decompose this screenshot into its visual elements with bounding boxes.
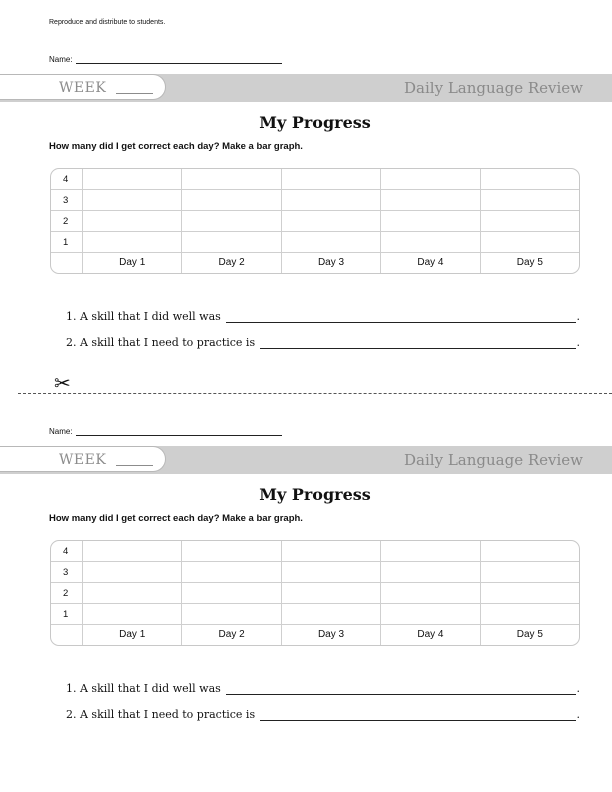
grid-cell[interactable] — [381, 562, 480, 582]
x-label-row — [51, 625, 579, 645]
grid-cell[interactable] — [381, 541, 480, 561]
grid-cell[interactable] — [282, 583, 381, 603]
grid-cell[interactable] — [282, 232, 381, 252]
grid-row-2 — [51, 583, 579, 604]
grid-cell[interactable] — [481, 541, 579, 561]
y-label: 2 — [51, 583, 83, 603]
grid-row-4 — [51, 169, 579, 190]
x-label: Day 3 — [282, 625, 381, 645]
y-label: 4 — [51, 169, 83, 189]
prompt-text: 2. A skill that I need to practice is — [66, 708, 256, 721]
x-label: Day 1 — [83, 253, 182, 273]
name-label: Name: — [49, 427, 73, 436]
week-header-band — [0, 74, 612, 102]
grid-cell[interactable] — [182, 190, 281, 210]
x-label: Day 5 — [516, 629, 543, 640]
grid-cell[interactable] — [381, 211, 480, 231]
grid-row-2 — [51, 211, 579, 232]
prompt-text: 1. A skill that I did well was — [66, 682, 221, 695]
week-tab — [0, 74, 166, 100]
bar-graph-grid — [50, 168, 580, 274]
answer-line[interactable] — [260, 339, 575, 349]
grid-cell[interactable] — [182, 562, 281, 582]
grid-cell[interactable] — [282, 604, 381, 624]
bar-graph-grid — [50, 540, 580, 646]
grid-cell[interactable] — [182, 583, 281, 603]
grid-cell[interactable] — [481, 604, 579, 624]
grid-cell[interactable] — [182, 169, 281, 189]
grid-cell[interactable] — [282, 562, 381, 582]
grid-cell[interactable] — [481, 562, 579, 582]
week-number-line — [116, 465, 153, 466]
grid-cell[interactable] — [83, 211, 182, 231]
grid-cell[interactable] — [282, 169, 381, 189]
week-label: WEEK — [59, 452, 107, 468]
grid-cell[interactable] — [381, 169, 480, 189]
grid-cell[interactable] — [83, 169, 182, 189]
prompt-skill-well[interactable]: 1. A skill that I did well was . — [66, 682, 580, 695]
grid-cell[interactable] — [282, 541, 381, 561]
prompt-skill-well[interactable]: 1. A skill that I did well was . — [66, 310, 580, 323]
y-label: 3 — [51, 190, 83, 210]
scissors-icon: ✂ — [54, 373, 71, 395]
prompt-text: 1. A skill that I did well was — [66, 310, 221, 323]
x-label: Day 1 — [83, 625, 182, 645]
grid-cell[interactable] — [381, 604, 480, 624]
y-label: 1 — [51, 604, 83, 624]
week-label: WEEK — [59, 80, 107, 96]
grid-row-1 — [51, 232, 579, 253]
grid-cell[interactable] — [481, 190, 579, 210]
x-label: Day 4 — [381, 253, 480, 273]
grid-cell[interactable] — [381, 583, 480, 603]
name-label: Name: — [49, 55, 73, 64]
prompt-skill-practice[interactable]: 2. A skill that I need to practice is . — [66, 708, 580, 721]
grid-cell[interactable] — [381, 190, 480, 210]
x-label: Day 5 — [516, 257, 543, 268]
x-label: Day 4 — [381, 625, 480, 645]
name-line — [76, 55, 282, 64]
header-title: Daily Language Review — [404, 451, 583, 469]
answer-line[interactable] — [260, 711, 575, 721]
y-label: 2 — [51, 211, 83, 231]
prompt-skill-practice[interactable]: 2. A skill that I need to practice is . — [66, 336, 580, 349]
grid-cell[interactable] — [182, 604, 281, 624]
y-label-empty — [51, 253, 83, 273]
grid-cell[interactable] — [481, 211, 579, 231]
grid-row-3 — [51, 562, 579, 583]
instruction-text: How many did I get correct each day? Make a bar graph. — [49, 513, 303, 524]
grid-cell[interactable] — [381, 232, 480, 252]
name-field[interactable] — [49, 55, 282, 64]
instruction-text: How many did I get correct each day? Make a bar graph. — [49, 141, 303, 152]
cut-line — [18, 393, 612, 394]
grid-row-1 — [51, 604, 579, 625]
grid-cell[interactable] — [83, 190, 182, 210]
grid-cell[interactable] — [83, 604, 182, 624]
grid-cell[interactable] — [481, 583, 579, 603]
x-label: Day 2 — [182, 253, 281, 273]
grid-cell[interactable] — [282, 211, 381, 231]
grid-row-3 — [51, 190, 579, 211]
y-label-empty — [51, 625, 83, 645]
grid-cell[interactable] — [481, 232, 579, 252]
week-number-line — [116, 93, 153, 94]
grid-cell[interactable] — [182, 541, 281, 561]
grid-cell[interactable] — [83, 562, 182, 582]
x-label: Day 3 — [282, 253, 381, 273]
answer-line[interactable] — [226, 313, 576, 323]
page-title: My Progress — [259, 113, 371, 132]
week-tab — [0, 446, 166, 472]
grid-cell[interactable] — [83, 583, 182, 603]
y-label: 1 — [51, 232, 83, 252]
grid-cell[interactable] — [282, 190, 381, 210]
name-line — [76, 427, 282, 436]
prompt-text: 2. A skill that I need to practice is — [66, 336, 256, 349]
answer-line[interactable] — [226, 685, 576, 695]
grid-cell[interactable] — [83, 232, 182, 252]
x-label-row — [51, 253, 579, 273]
reproduce-note: Reproduce and distribute to students. — [49, 19, 166, 26]
header-title: Daily Language Review — [404, 79, 583, 97]
page-title: My Progress — [259, 485, 371, 504]
grid-cell[interactable] — [83, 541, 182, 561]
x-label: Day 2 — [182, 625, 281, 645]
grid-cell[interactable] — [182, 211, 281, 231]
week-header-band — [0, 446, 612, 474]
grid-cell[interactable] — [182, 232, 281, 252]
y-label: 3 — [51, 562, 83, 582]
name-field[interactable] — [49, 427, 282, 436]
y-label: 4 — [51, 541, 83, 561]
grid-cell[interactable] — [481, 169, 579, 189]
grid-row-4 — [51, 541, 579, 562]
